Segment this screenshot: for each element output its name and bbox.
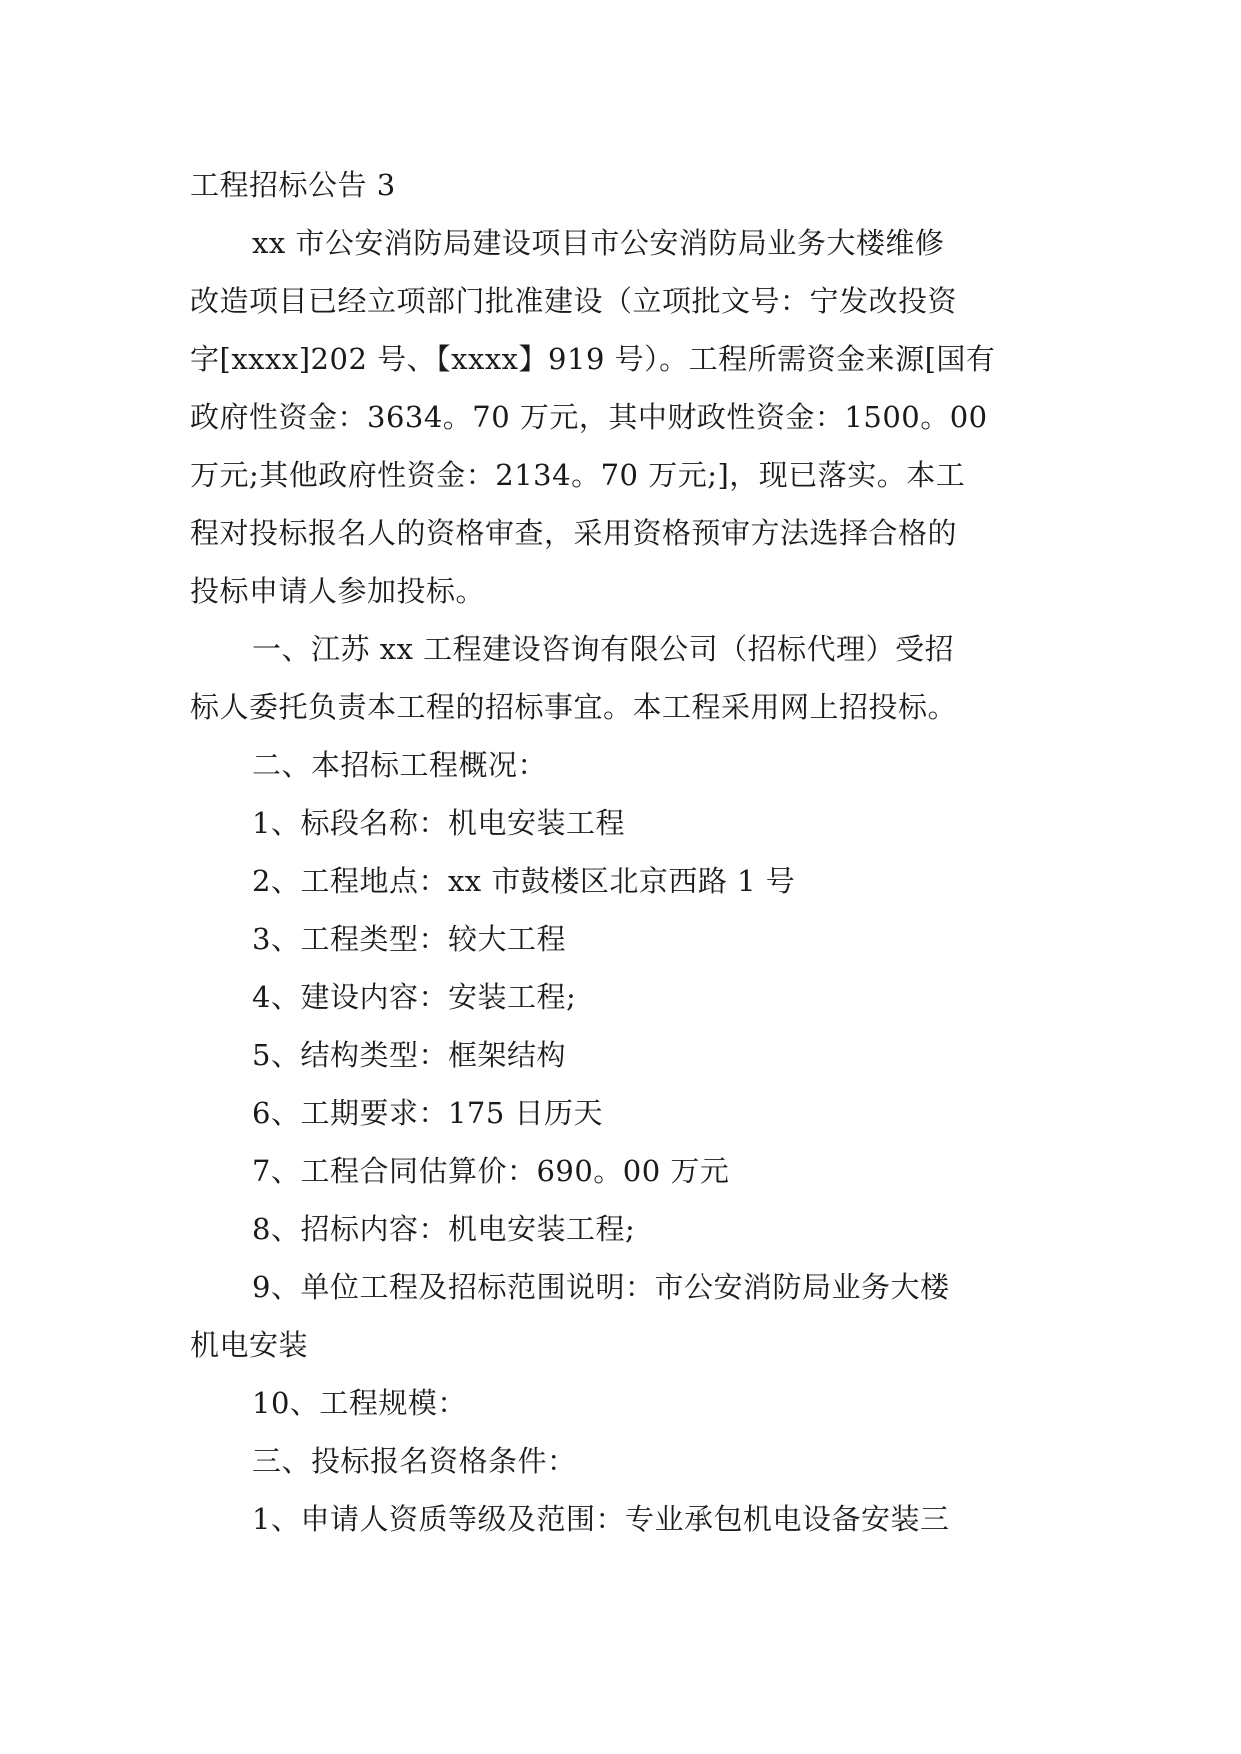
list-item: 1、申请人资质等级及范围：专业承包机电设备安装三	[252, 1502, 950, 1536]
section-heading: 三、投标报名资格条件：	[252, 1444, 577, 1478]
paragraph-line: 一、江苏 xx 工程建设咨询有限公司（招标代理）受招	[252, 632, 955, 666]
list-item: 8、招标内容：机电安装工程;	[252, 1212, 636, 1246]
section-heading: 二、本招标工程概况：	[252, 748, 548, 782]
paragraph-line: 程对投标报名人的资格审查，采用资格预审方法选择合格的	[190, 516, 958, 550]
list-item: 5、结构类型：框架结构	[252, 1038, 566, 1072]
paragraph-line: 改造项目已经立项部门批准建设（立项批文号：宁发改投资	[190, 284, 958, 318]
list-item: 10、工程规模：	[252, 1386, 467, 1420]
document-title: 工程招标公告 3	[190, 168, 396, 202]
document-body	[190, 156, 1060, 1548]
list-item: 3、工程类型：较大工程	[252, 922, 566, 956]
list-item: 4、建设内容：安装工程;	[252, 980, 577, 1014]
list-item: 7、工程合同估算价：690。00 万元	[252, 1154, 730, 1188]
list-item: 9、单位工程及招标范围说明：市公安消防局业务大楼	[252, 1270, 950, 1304]
list-item-continuation: 机电安装	[190, 1328, 309, 1362]
list-item: 6、工期要求：175 日历天	[252, 1096, 604, 1130]
paragraph-line: 投标申请人参加投标。	[190, 574, 486, 608]
paragraph-line: 政府性资金：3634。70 万元，其中财政性资金：1500。00	[190, 400, 988, 434]
paragraph-line: 万元;其他政府性资金：2134。70 万元;]，现已落实。本工	[190, 458, 966, 492]
paragraph-line: 标人委托负责本工程的招标事宜。本工程采用网上招投标。	[190, 690, 958, 724]
list-item: 2、工程地点：xx 市鼓楼区北京西路 1 号	[252, 864, 796, 898]
paragraph-line: xx 市公安消防局建设项目市公安消防局业务大楼维修	[252, 226, 945, 260]
list-item: 1、标段名称：机电安装工程	[252, 806, 625, 840]
paragraph-line: 字[xxxx]202 号、【xxxx】919 号）。工程所需资金来源[国有	[190, 342, 996, 376]
